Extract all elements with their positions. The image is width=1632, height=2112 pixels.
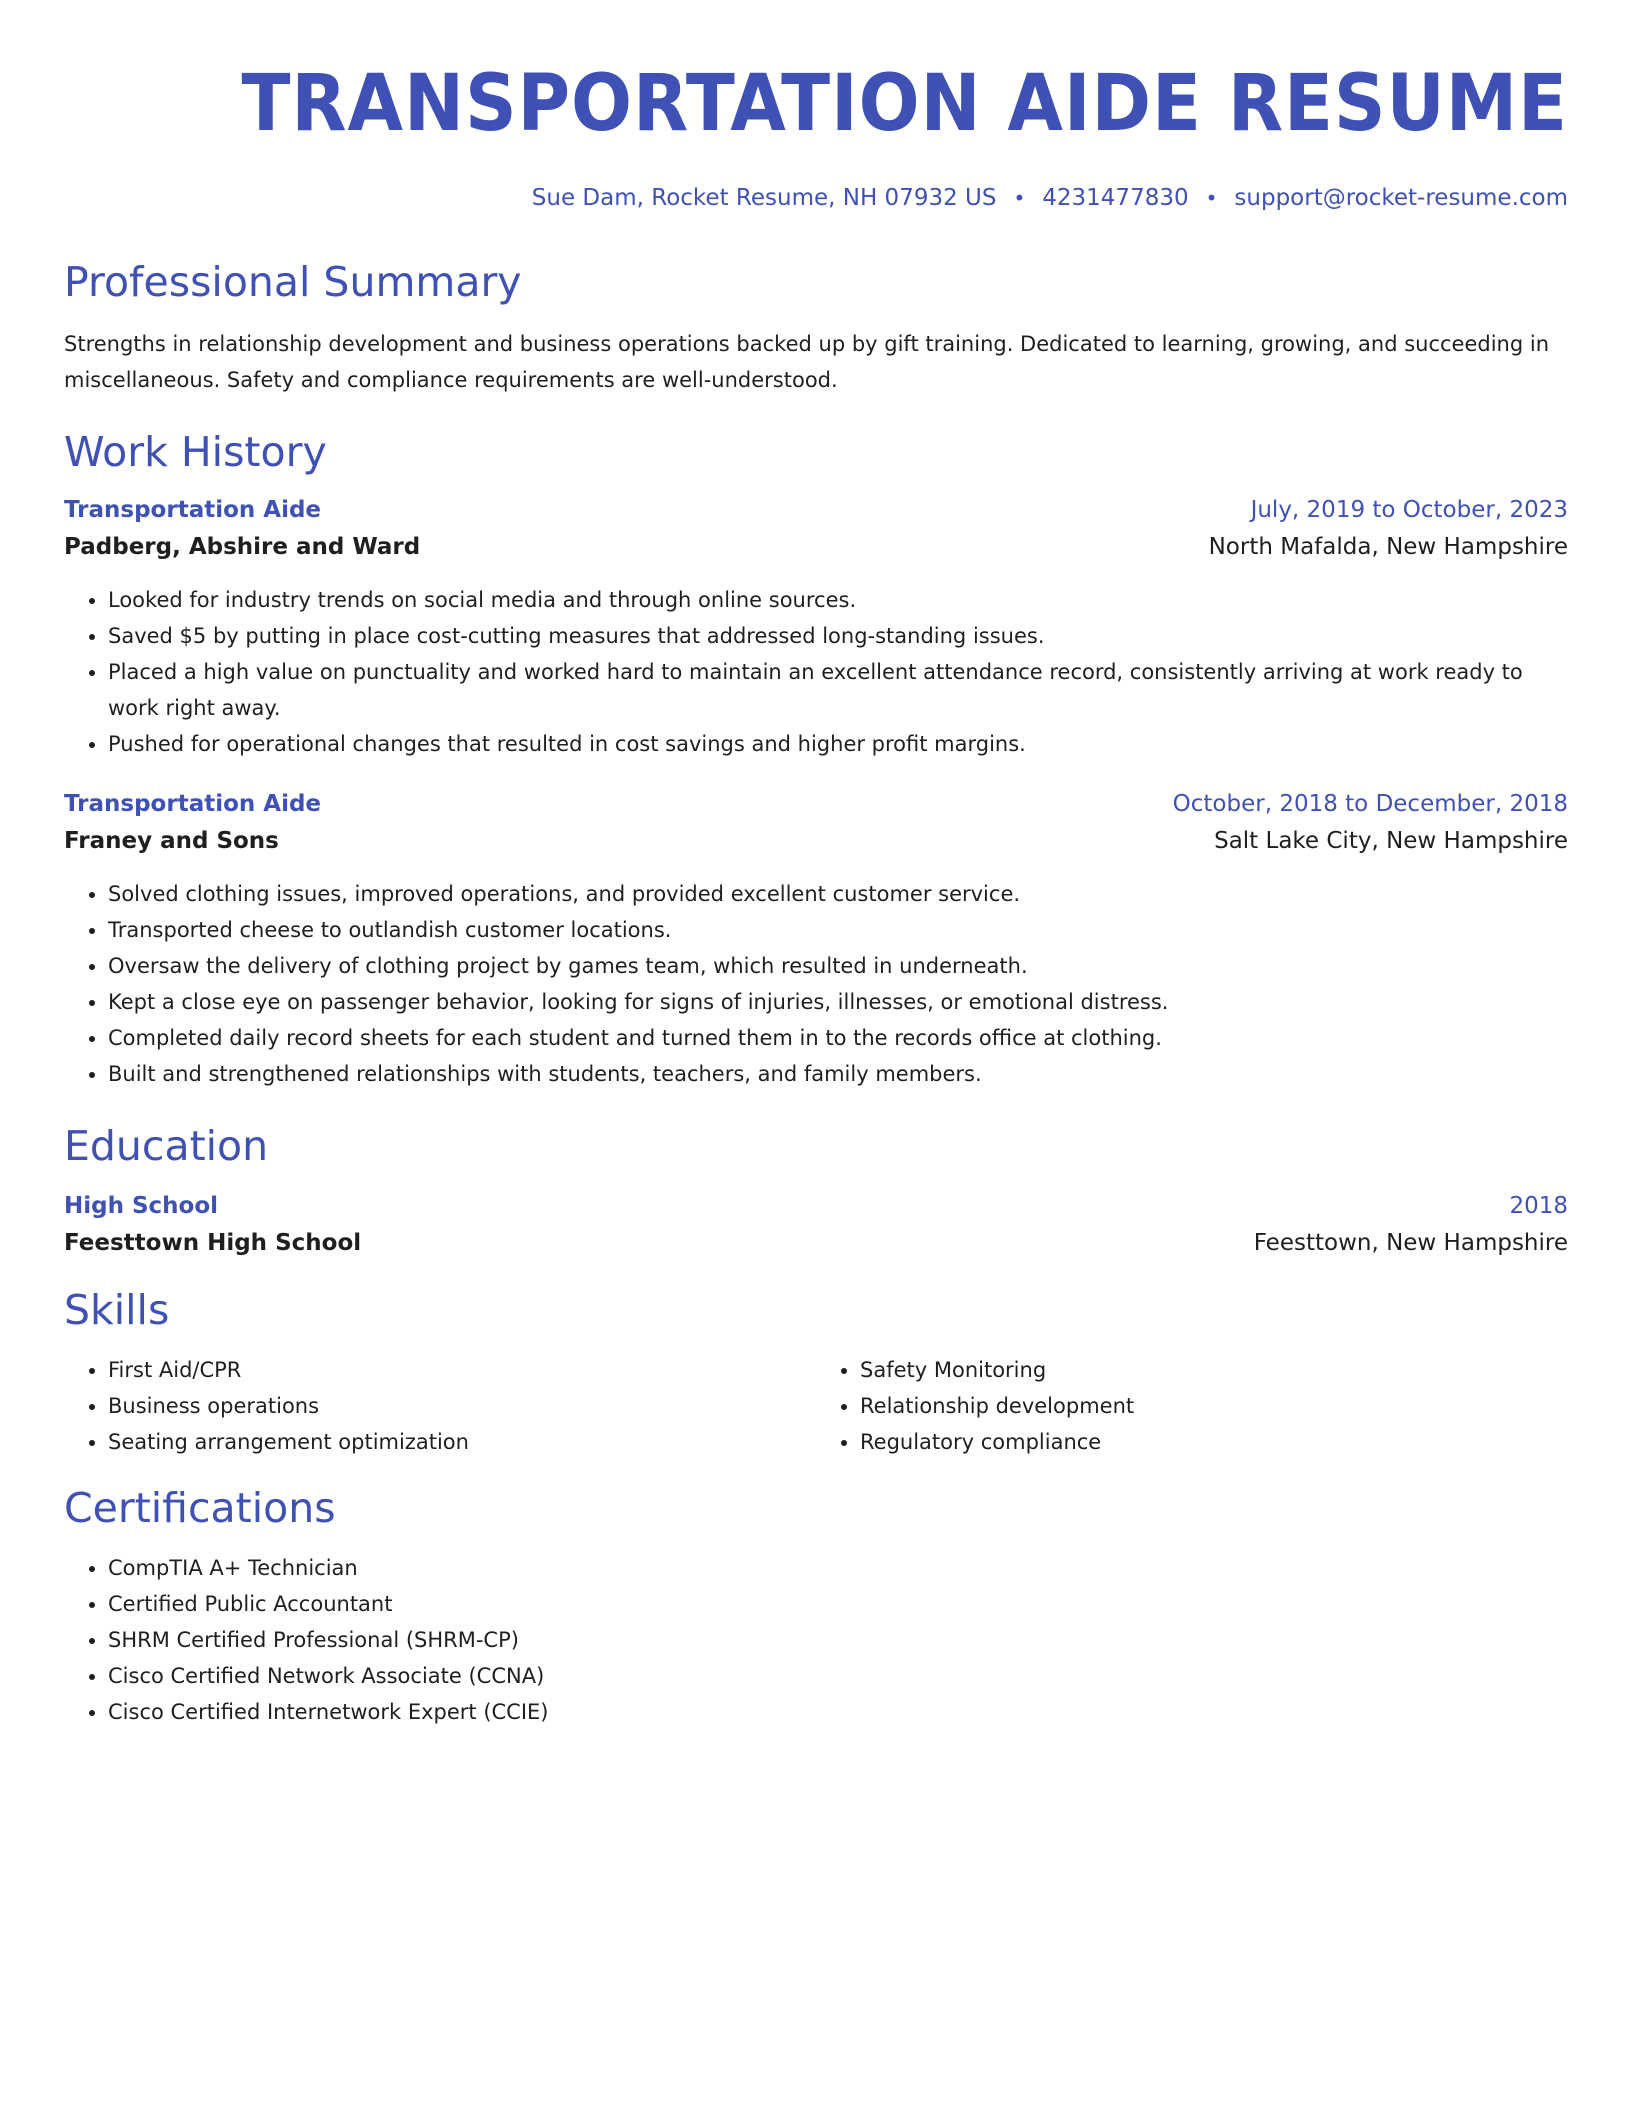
skill-item: • Business operations — [108, 1388, 816, 1424]
job-bullet-list — [64, 876, 1568, 1092]
list-item: • Kept a close eye on passenger behavior, looking for signs of injuries, illnesses, or emotional distress. — [108, 984, 1568, 1020]
contact-phone: 4231477830 — [1042, 185, 1189, 211]
school-name: Feesttown High School — [64, 1230, 362, 1256]
list-item: • Transported cheese to outlandish customer locations. — [108, 912, 1568, 948]
list-item: • Built and strengthened relationships with students, teachers, and family members. — [108, 1056, 1568, 1092]
job-entry — [64, 786, 1568, 1092]
graduation-year: 2018 — [1509, 1193, 1568, 1219]
list-item: • Pushed for operational changes that resulted in cost savings and higher profit margins. — [108, 726, 1568, 762]
skill-item: • Relationship development — [860, 1388, 1568, 1424]
list-item: • Oversaw the delivery of clothing project by games team, which resulted in underneath. — [108, 948, 1568, 984]
separator-dot: • — [1013, 186, 1026, 210]
certification-item: • Cisco Certified Network Associate (CCNA) — [108, 1658, 1568, 1694]
employer-name: Franey and Sons — [64, 828, 279, 854]
job-title: Transportation Aide — [64, 791, 322, 817]
summary-text: Strengths in relationship development and business operations backed up by gift training. Dedicated to learning, growing, and succeeding in miscellaneous. Safety and compliance requirements are well-understood. — [64, 332, 1550, 392]
summary-heading: Professional Summary — [64, 258, 522, 306]
work-history-heading: Work History — [64, 428, 327, 476]
contact-email: support@rocket-resume.com — [1234, 185, 1568, 211]
resume-title: TRANSPORTATION AIDE RESUME — [241, 59, 1568, 149]
list-item: • Looked for industry trends on social media and through online sources. — [108, 582, 1568, 618]
education-entry — [64, 1188, 1568, 1262]
skills-list-left — [64, 1352, 816, 1460]
list-item: • Saved $5 by putting in place cost-cutting measures that addressed long-standing issues. — [108, 618, 1568, 654]
certifications-list — [64, 1550, 1568, 1730]
employer-name: Padberg, Abshire and Ward — [64, 534, 421, 560]
skills-grid — [64, 1344, 1568, 1460]
degree-name: High School — [64, 1193, 219, 1219]
job-location: North Mafalda, New Hampshire — [1208, 534, 1568, 560]
skill-item: • First Aid/CPR — [108, 1352, 816, 1388]
certifications-heading: Certifications — [64, 1484, 336, 1532]
education-heading: Education — [64, 1122, 269, 1170]
job-bullet-list — [64, 582, 1568, 762]
skills-list-right — [816, 1352, 1568, 1460]
school-location: Feesttown, New Hampshire — [1253, 1230, 1568, 1256]
skill-item: • Seating arrangement optimization — [108, 1424, 816, 1460]
certification-item: • SHRM Certified Professional (SHRM-CP) — [108, 1622, 1568, 1658]
job-dates: July, 2019 to October, 2023 — [1250, 497, 1568, 523]
skill-item: • Regulatory compliance — [860, 1424, 1568, 1460]
job-location: Salt Lake City, New Hampshire — [1214, 828, 1568, 854]
skill-item: • Safety Monitoring — [860, 1352, 1568, 1388]
job-dates: October, 2018 to December, 2018 — [1172, 791, 1568, 817]
contact-address: Sue Dam, Rocket Resume, NH 07932 US — [531, 185, 997, 211]
certification-item: • Cisco Certified Internetwork Expert (CCIE) — [108, 1694, 1568, 1730]
certification-item: • Certified Public Accountant — [108, 1586, 1568, 1622]
job-entry — [64, 492, 1568, 762]
job-title: Transportation Aide — [64, 497, 322, 523]
separator-dot: • — [1205, 186, 1218, 210]
list-item: • Completed daily record sheets for each student and turned them in to the records office at clothing. — [108, 1020, 1568, 1056]
list-item: • Solved clothing issues, improved operations, and provided excellent customer service. — [108, 876, 1568, 912]
list-item: • Placed a high value on punctuality and worked hard to maintain an excellent attendance record, consistently arriving at work ready to work right away. — [108, 654, 1568, 726]
skills-heading: Skills — [64, 1286, 170, 1334]
contact-line — [64, 182, 1568, 214]
certification-item: • CompTIA A+ Technician — [108, 1550, 1568, 1586]
